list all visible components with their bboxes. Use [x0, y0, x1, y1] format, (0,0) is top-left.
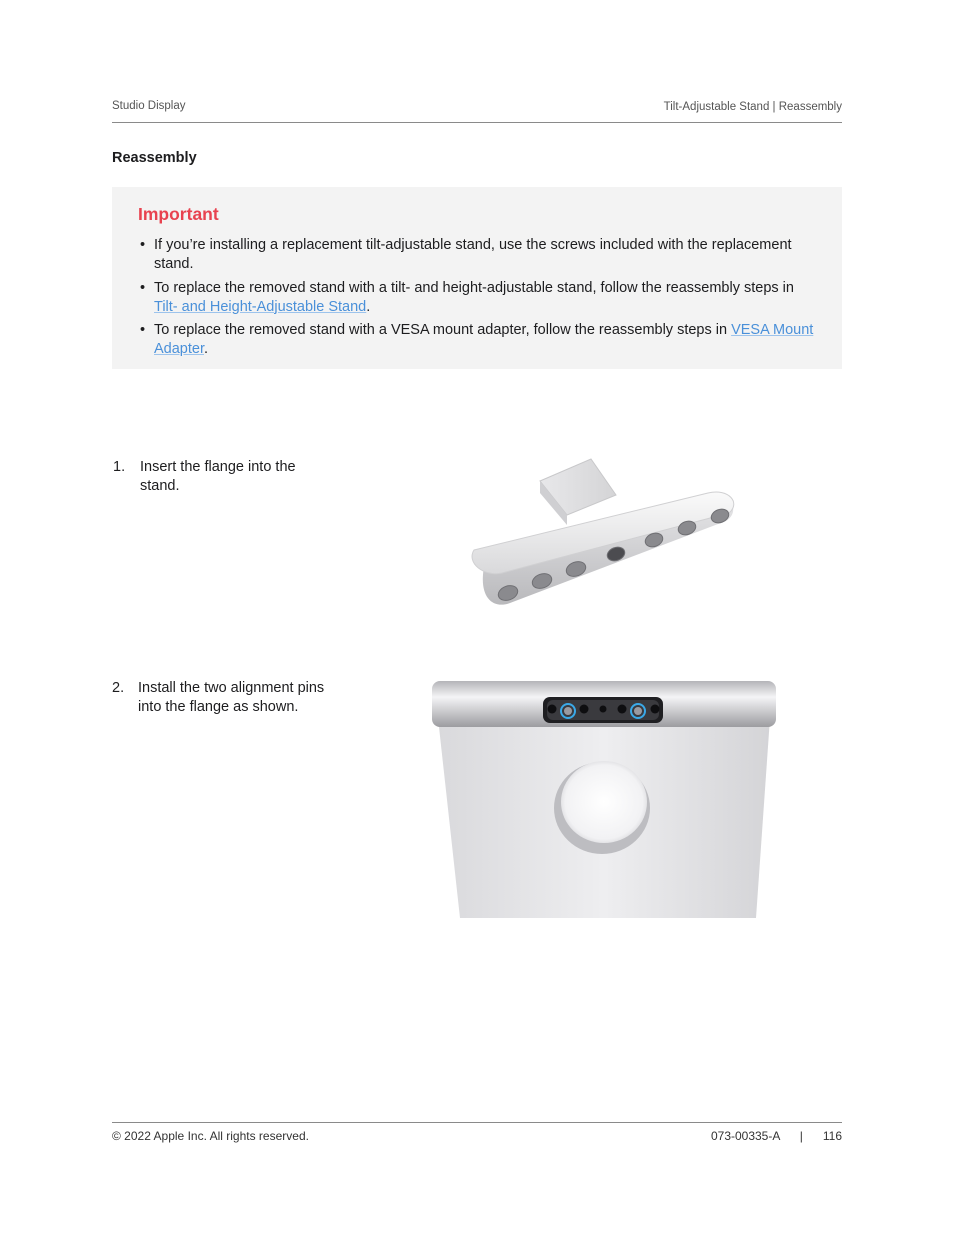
footer-separator: |	[799, 1129, 803, 1143]
important-item-text: If you’re installing a replacement tilt-adjustable stand, use the screws included with the replacement stand.	[154, 237, 792, 272]
link-vesa-mount-adapter[interactable]: VESA Mount Adapter	[154, 322, 814, 357]
running-header-title: Studio Display	[112, 100, 186, 112]
header-divider	[112, 122, 842, 123]
important-item	[138, 236, 818, 274]
important-list	[138, 236, 818, 364]
important-item-text-end: .	[204, 341, 209, 357]
footer-divider	[112, 1122, 842, 1123]
bullet-dot: •	[140, 279, 146, 296]
step-2	[112, 679, 352, 719]
important-item-text: To replace the removed stand with a VESA mount adapter, follow the reassembly steps in	[154, 322, 732, 338]
flange-photo	[446, 455, 768, 617]
footer-right	[711, 1129, 842, 1143]
important-item	[138, 321, 818, 359]
important-callout	[112, 187, 842, 369]
bullet-dot: •	[140, 322, 146, 338]
important-item	[138, 279, 818, 317]
link-tilt-height-adjustable-stand[interactable]: Tilt- and Height-Adjustable Stand	[154, 298, 367, 315]
step-number: 2.	[112, 680, 125, 696]
stand-with-flange-photo	[416, 678, 796, 918]
important-item-text: To replace the removed stand with a tilt- and height-adjustable stand, follow the reassembly steps in	[154, 279, 794, 296]
step-text: Install the two alignment pins into the flange as shown.	[138, 680, 325, 715]
step-1	[113, 458, 333, 498]
copyright: © 2022 Apple Inc. All rights reserved.	[112, 1129, 309, 1143]
document-number: 073-00335-A	[710, 1129, 780, 1143]
page-number: 116	[822, 1129, 842, 1143]
important-item-text-end: .	[366, 298, 371, 315]
running-header-section: Tilt-Adjustable Stand | Reassembly	[663, 101, 842, 113]
section-title: Reassembly	[112, 150, 197, 166]
bullet-dot: •	[140, 237, 146, 253]
step-text: Insert the flange into the stand.	[140, 459, 296, 494]
step-number: 1.	[113, 459, 126, 475]
important-title: Important	[138, 204, 219, 224]
